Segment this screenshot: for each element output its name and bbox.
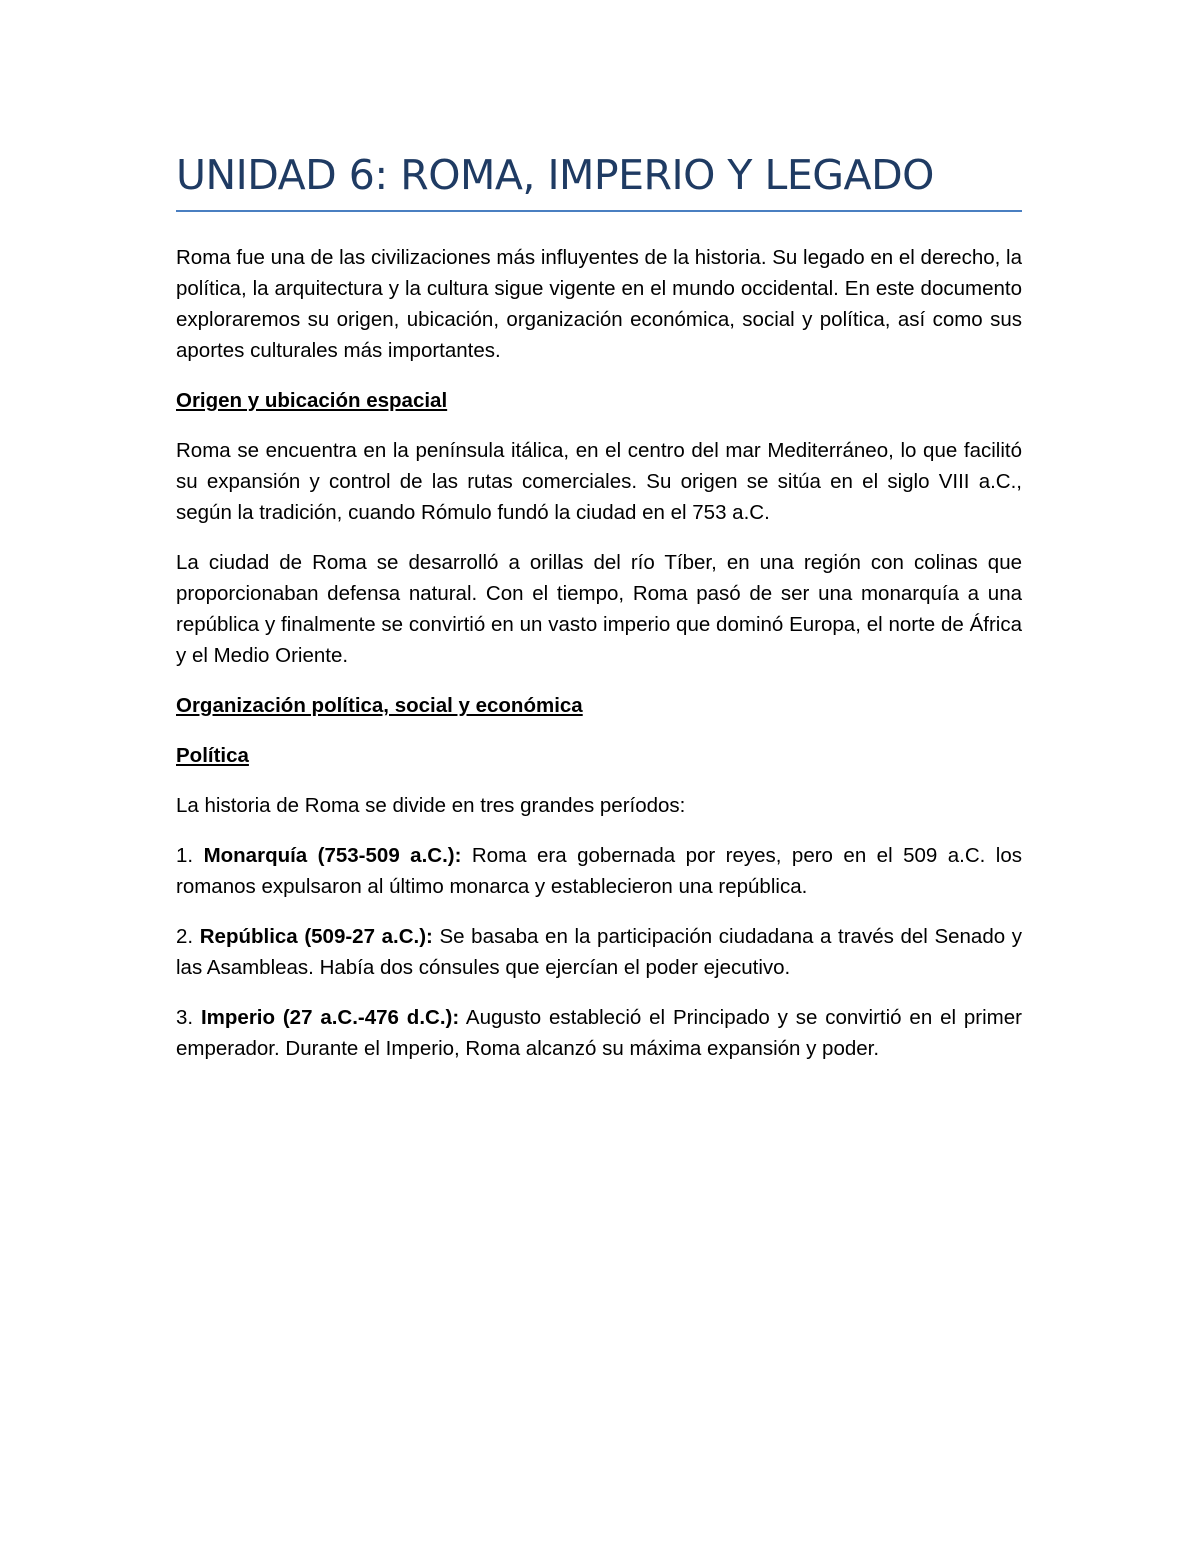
intro-paragraph: Roma fue una de las civilizaciones más influyentes de la historia. Su legado en el derecho, la política, la arquitectura y la cultura sigue vigente en el mundo occidental. En este documento exploraremos su origen, ubicación, organización económica, social y política, así como sus aportes culturales más importantes. xyxy=(176,246,1022,362)
politica-lead: La historia de Roma se divide en tres grandes períodos: xyxy=(176,794,686,817)
origen-paragraph-1: Roma se encuentra en la península itálica, en el centro del mar Mediterráneo, lo que facilitó su expansión y control de las rutas comerciales. Su origen se sitúa en el siglo VIII a.C., según la tradición, cuando Rómulo fundó la ciudad en el 753 a.C. xyxy=(176,439,1022,524)
period-text: Se basaba en la participación ciudadana a través del Senado y las Asambleas. Había dos cónsules que ejercían el poder ejecutivo. xyxy=(176,925,1022,979)
period-number: 3. xyxy=(176,1006,194,1029)
section-heading-origen: Origen y ubicación espacial xyxy=(176,389,448,412)
period-name: Monarquía (753-509 a.C.): xyxy=(203,844,462,867)
period-text: Augusto estableció el Principado y se convirtió en el primer emperador. Durante el Imperio, Roma alcanzó su máxima expansión y poder. xyxy=(176,1006,1022,1060)
subheading-politica: Política xyxy=(176,744,249,767)
period-item-republica xyxy=(176,921,1022,983)
period-item-imperio xyxy=(176,1002,1022,1064)
period-item-monarquia xyxy=(176,840,1022,902)
period-name: Imperio (27 a.C.-476 d.C.): xyxy=(200,1006,460,1029)
period-number: 2. xyxy=(176,925,194,948)
origen-paragraph-2: La ciudad de Roma se desarrolló a orillas del río Tíber, en una región con colinas que proporcionaban defensa natural. Con el tiempo, Roma pasó de ser una monarquía a una república y finalmente se convirtió en un vasto imperio que dominó Europa, el norte de África y el Medio Oriente. xyxy=(176,551,1022,667)
document-page xyxy=(176,150,1022,1064)
page-title: UNIDAD 6: ROMA, IMPERIO Y LEGADO xyxy=(176,150,1022,212)
period-text: Roma era gobernada por reyes, pero en el 509 a.C. los romanos expulsaron al último monarca y establecieron una república. xyxy=(176,844,1022,898)
section-heading-organizacion: Organización política, social y económica xyxy=(176,694,583,717)
period-name: República (509-27 a.C.): xyxy=(199,925,433,948)
period-number: 1. xyxy=(176,844,194,867)
